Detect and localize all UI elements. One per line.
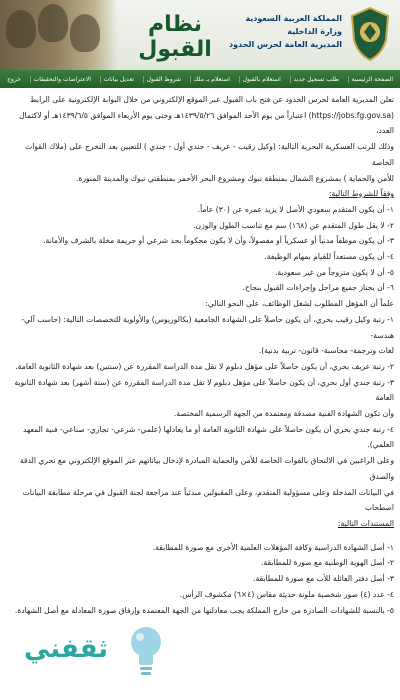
announcement-content [6,92,394,632]
qualification-item: ٢- رتبة عريف بحري، أن يكون حاصلاً على مؤهل دبلوم لا تقل مدة الدراسة المقررة عن (سنتين) بعد شهادة الثانوية العامة. [15,361,394,371]
soldiers-banner-image [0,0,118,70]
condition-item: ٥- أن لا يكون متزوجاً من غير سعودية. [274,267,394,277]
announcement-intro-3: وذلك للرتب العسكرية البحرية التالية: (وكيل رقيب - عريف - جندي أول - جندي ) للتعيين بعد التخرج على (ملاك القوات الخاصة [25,142,394,167]
thaqafni-watermark-logo [8,612,178,692]
conditions-heading: وفقاً للشروط التالية: [328,189,394,199]
nav-acceptance-inquiry[interactable]: استعلام بالقبول [239,76,284,83]
condition-item: ٦- أن يجتاز جميع مراحل وإجراءات القبول بنجاح. [242,283,394,293]
nav-new-registration[interactable]: طلب تسجيل جديد [290,76,342,83]
instructions-text: في البيانات المدخلة وعلى مسؤولية المتقدم، وعلى المقبولين مبدئياً عند مراجعة لجنة القبول في مرحلة مطابقة البيانات اصطحاب [22,487,394,513]
document-item: ٤- عدد (٤) صور شخصية ملونة حديثة مقاس (٤×٦) مكشوف الرأس. [179,589,394,599]
ministry-name [229,12,342,51]
brand-name: ثقفني [23,634,109,664]
qualification-item: ١- رتبة وكيل رقيب بحري، أن يكون حاصلاً على الشهادة الجامعية (بكالوريوس) والأولوية للتخصصات التالية: (حاسب آلي- هندسة- [21,314,394,340]
document-item: ٣- أصل دفتر العائلة للأب مع صورة للمطابقة. [253,574,394,584]
nav-logout[interactable]: خروج [7,75,21,83]
condition-item: ٢- لا يقل طول المتقدم عن (١٦٨) سم مع تناسب الطول والوزن. [193,220,394,230]
document-item: ٥- بالنسبة للشهادات الصادرة من خارج المملكة يجب معادلتها من الجهة المعتمدة وإرفاق صورة المعادلة مع أصل الشهادة. [14,605,394,615]
qualification-item: لغات وترجمة- محاسبة- قانون- تربية بدنية). [258,346,394,356]
qualification-item: وأن تكون الشهادة الفنية مصدقة ومعتمدة من الجهة الرسمية المختصة. [173,409,394,419]
instructions-text: وعلى الراغبين في الالتحاق بالقوات الخاصة للأمن والحماية المبادرة لإدخال بياناتهم عبر الموقع الإلكتروني مع تحري الدقة والصدق [19,456,394,481]
nav-file-inquiry[interactable]: استعلام بـ ملك [190,76,233,83]
nav-edit-data[interactable]: تعديل بيانات [100,76,137,83]
document-item: ١- أصل الشهادة الدراسية وكافة المؤهلات العلمية الأخرى مع صورة للمطابقة. [152,542,394,552]
announcement-intro-2: (https://jobs.fg.gov.sa) اعتباراً من يوم الأحد الموافق ١٤٣٩/٥/٢٦هـ وحتى يوم الأربعاء الموافق ١٤٣٩/٦/٥هـ أو لاكتمال العدد، [19,110,394,136]
condition-item: ٣- أن يكون موظفاً مدنياً أو عسكرياً أو مفصولاً، وأن لا يكون محكوماً بحد شرعي أو جريمة مخلة بالشرف والأمانة. [43,236,394,246]
main-navbar [0,70,400,88]
site-header [0,0,400,70]
qualifications-heading: علماً أن المؤهل المطلوب لشغل الوظائف، على النحو التالي: [205,299,394,309]
lightbulb-icon [126,622,166,678]
condition-item: ١- أن يكون المتقدم سعودي الأصل لا يزيد عمره عن (٣٠) عاماً. [197,204,394,214]
announcement-intro-1: تعلن المديرية العامة لحرس الحدود عن فتح باب القبول عبر الموقع الإلكتروني من خلال البوابة الإلكترونية على الرابط [29,95,394,104]
ministry-line-directorate: المديرية العامة لحرس الحدود [229,40,342,49]
qualification-item: ٤- رتبة جندي بحري أن يكون حاصلاً على شهادة الثانوية العامة أو ما يعادلها (علمي- شرعي- تجاري- صناعي- فنية المعهد العلمي). [22,424,394,450]
condition-item: ٤- أن يكون مستعداً للقيام بمهام الوظيفة. [264,252,394,262]
border-guard-emblem-icon [348,6,392,62]
ministry-line-country: المملكة العربية السعودية [245,14,342,23]
page-title: نظام القبول [138,12,212,62]
nav-home[interactable]: الصفحة الرئيسية [348,76,396,83]
nav-objections[interactable]: الاعتراضات والتحقيقات [30,76,94,83]
documents-heading: المستندات التالية: [337,518,394,528]
ministry-line-ministry: وزارة الداخلية [287,27,342,36]
nav-acceptance-conditions[interactable]: شروط القبول [143,76,185,83]
document-item: ٢- أصل الهوية الوطنية مع صورة للمطابقة. [260,558,394,568]
qualification-item: ٣- رتبة جندي أول بحري، أن يكون حاصلاً على مؤهل دبلوم لا تقل مدة الدراسة المقررة عن (ستة أشهر) بعد شهادة الثانوية العامة [14,377,394,403]
announcement-intro-4: للأمن والحماية ) بمشروع الشمال بمنطقة تبوك ومشروع البحر الأحمر بمنطقتي تبوك والمدينة المنورة. [75,173,394,183]
